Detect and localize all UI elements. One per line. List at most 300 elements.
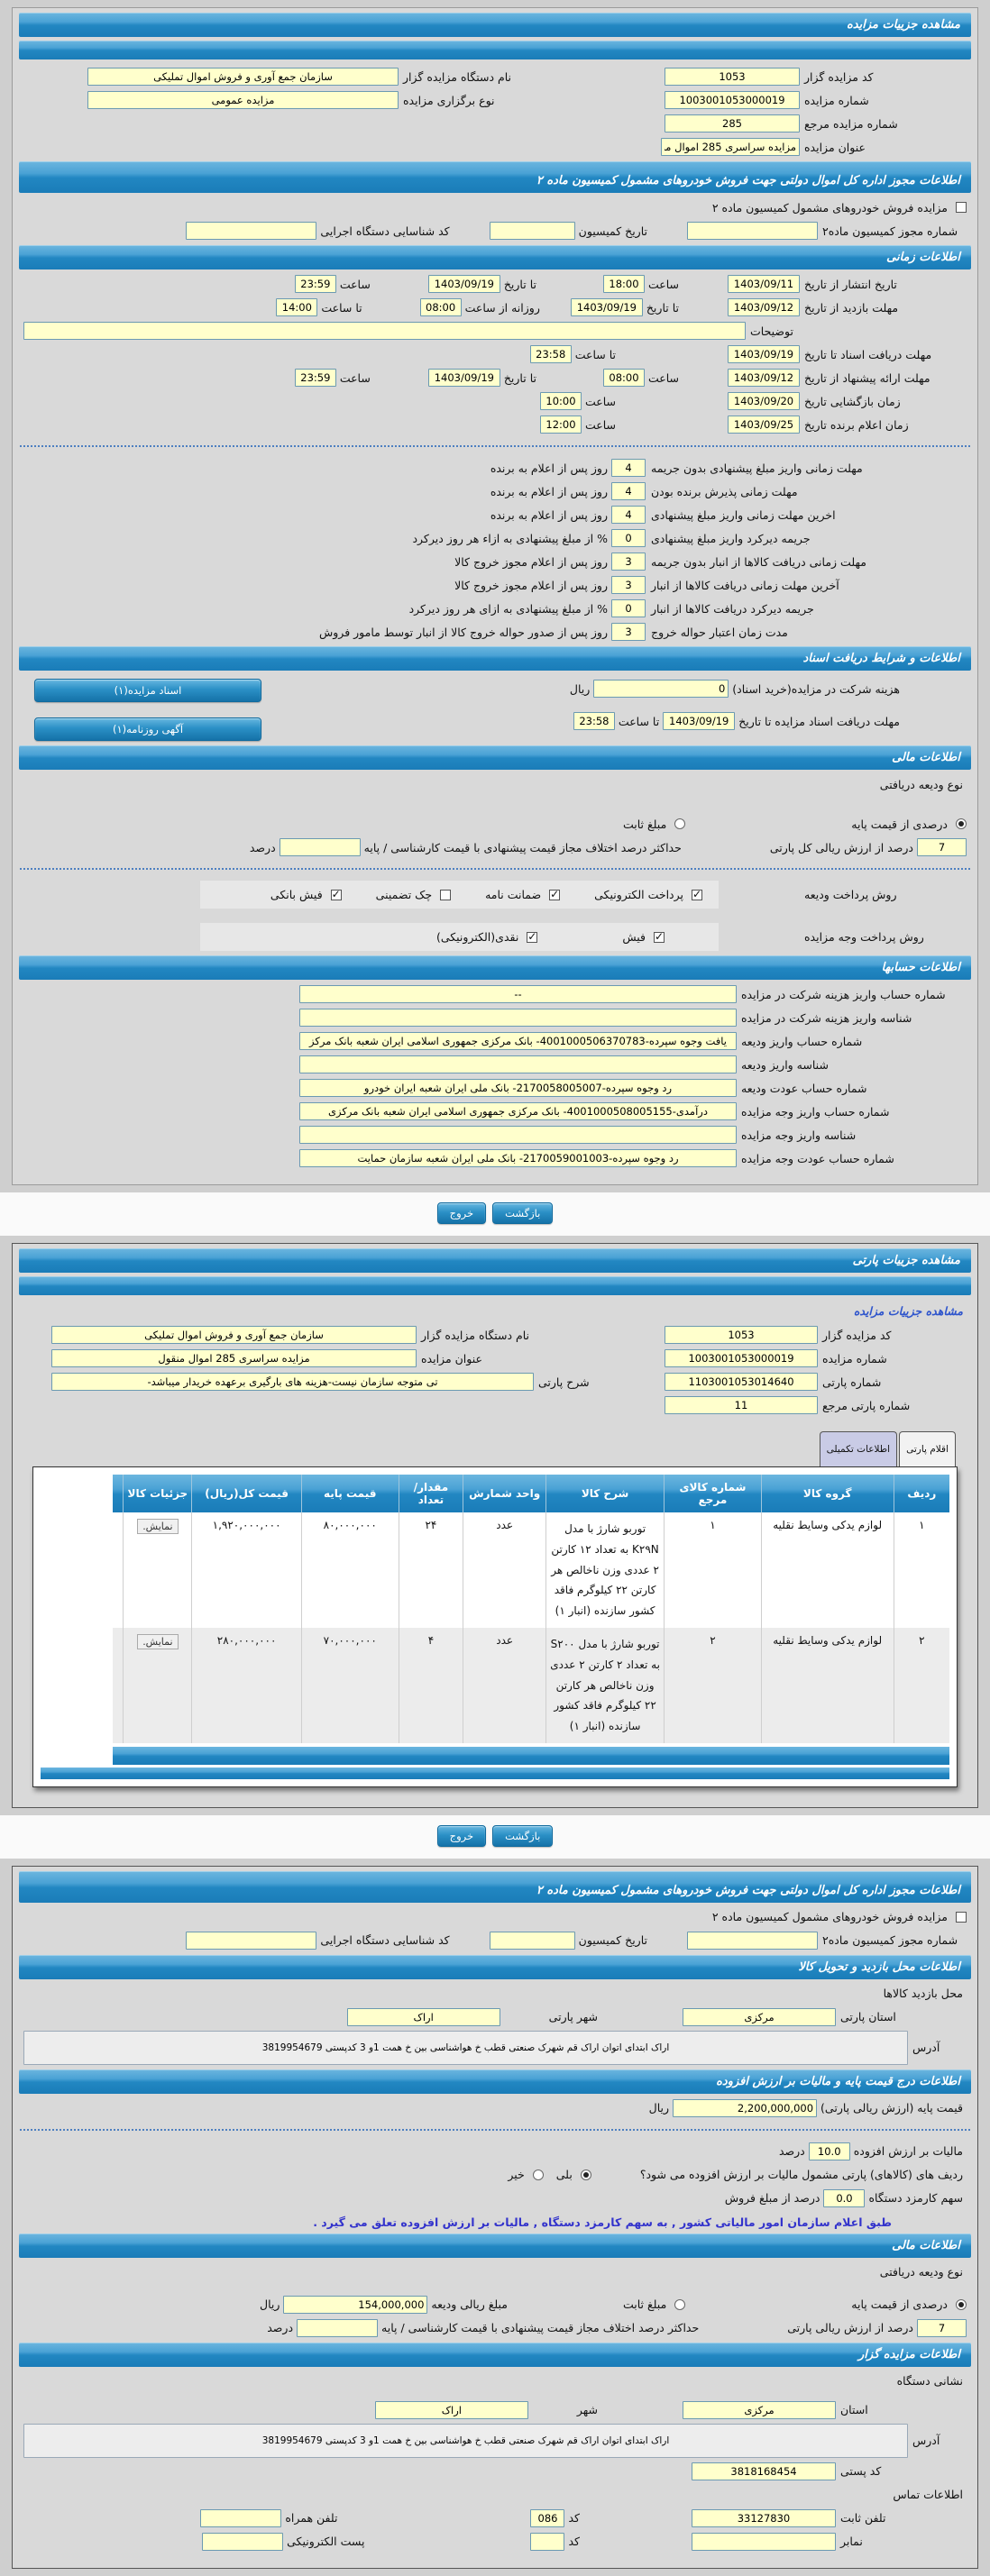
opening-label: زمان بازگشایی تاریخ xyxy=(804,394,901,408)
fixed-amount-radio[interactable] xyxy=(674,818,685,829)
show-details-link[interactable]: نمایش. xyxy=(137,1519,178,1534)
cell-unit: عدد xyxy=(463,1512,546,1628)
vat-field[interactable] xyxy=(809,2142,850,2160)
penalty-row xyxy=(23,481,967,501)
winner-time-field[interactable] xyxy=(540,416,582,434)
table-row xyxy=(113,1512,949,1628)
address-field[interactable] xyxy=(23,2031,908,2065)
parti-ref-label: شماره پارتی مرجع xyxy=(822,1398,911,1412)
auction-row-1 xyxy=(23,67,967,87)
penalty-label: مهلت زمانی واریز مبلغ پیشنهادی بدون جریمه xyxy=(651,461,863,475)
parti-ref-field[interactable] xyxy=(665,1396,818,1414)
penalty-value-field[interactable] xyxy=(611,576,646,594)
back-button[interactable]: بازگشت xyxy=(492,1202,553,1224)
parti-auction-number-label: شماره مزایده xyxy=(822,1351,887,1366)
auction-type-label: نوع برگزاری مزایده xyxy=(403,93,495,107)
section-header-base-price: اطلاعات درج قیمت پایه و مالیات بر ارزش افزوده xyxy=(19,2069,971,2094)
auction-type-field[interactable] xyxy=(87,91,399,109)
exec-id-label: کد شناسایی دستگاه اجرایی xyxy=(320,224,450,238)
account-field[interactable] xyxy=(299,1149,737,1167)
commission-date-field[interactable] xyxy=(490,222,575,240)
parti-row-1 xyxy=(23,1325,967,1345)
section-header-auctioneer-info: اطلاعات مزایده گزار xyxy=(19,2343,971,2367)
account-field[interactable] xyxy=(299,1102,737,1120)
deposit-type-label: نوع ودیعه دریافتی xyxy=(879,2265,963,2279)
permit2-checkbox-row xyxy=(23,1907,967,1927)
cell-details xyxy=(124,1512,192,1628)
col-count-unit: واحد شمارش xyxy=(463,1475,546,1512)
parti-row-3 xyxy=(23,1372,967,1392)
base-price-field[interactable] xyxy=(673,2099,817,2117)
publish-date-from-field[interactable] xyxy=(728,275,800,293)
deposit-amount-label: مبلغ ریالی ودیعه xyxy=(431,2297,508,2312)
dotted-divider xyxy=(20,2129,970,2131)
rial-label: ریال xyxy=(569,681,591,696)
docs-deadline2-time-field[interactable] xyxy=(573,712,615,730)
penalty-label: اخرین مهلت زمانی واریز مبلغ پیشنهادی xyxy=(651,507,836,522)
phone-code-label: کد xyxy=(568,2511,580,2526)
items-table-header-row xyxy=(113,1475,949,1512)
org-state-label: استان xyxy=(840,2403,868,2417)
account-field[interactable] xyxy=(299,985,737,1003)
visit-place-label: محل بازدید کالاها xyxy=(883,1987,963,2001)
org-state-city-row xyxy=(23,2400,967,2420)
visit-date-to-field[interactable] xyxy=(571,298,643,316)
penalty-value-field[interactable] xyxy=(611,529,646,547)
penalty-suffix: % از مبلغ پیشنهادی به ازای هر روز دیرکرد xyxy=(408,601,608,616)
docs-fee-label: هزینه شرکت در مزایده(خرید اسناد) xyxy=(732,681,900,696)
penalty-value-field[interactable] xyxy=(611,599,646,617)
account-label: شماره حساب واریز هزینه شرکت در مزایده xyxy=(741,987,946,1001)
section-header-timing: اطلاعات زمانی xyxy=(19,245,971,269)
opening-date-field[interactable] xyxy=(728,392,800,410)
parti-tabs xyxy=(13,1431,977,1466)
visit-until-hour-label: تا ساعت xyxy=(321,300,362,315)
auctioneer-code-label: کد مزایده گزار xyxy=(804,69,874,84)
penalty-row xyxy=(23,622,967,642)
penalty-label: مهلت زمانی دریافت کالاها از انبار بدون جریمه xyxy=(651,554,866,569)
article2-checkbox[interactable] xyxy=(956,1912,967,1923)
percent-of-base-radio[interactable] xyxy=(956,2299,967,2310)
deposit-type-label-row xyxy=(23,774,967,794)
vat-yes-radio[interactable] xyxy=(581,2170,591,2180)
section-header-permit: اطلاعات مجوز اداره کل اموال دولتی جهت فروش خودروهای مشمول کمیسیون ماده ۲ xyxy=(19,161,971,193)
account-field[interactable] xyxy=(299,1055,737,1073)
fax-field[interactable] xyxy=(692,2533,836,2551)
newspaper-ad-button[interactable]: آگهی روزنامه(۱) xyxy=(34,717,261,741)
slip-label: فیش xyxy=(622,930,646,944)
org-state-field[interactable] xyxy=(683,2401,836,2419)
parti-auction-title-label: عنوان مزایده xyxy=(421,1351,482,1366)
offer-time-from-field[interactable] xyxy=(603,369,645,387)
back-button[interactable]: بازگشت xyxy=(492,1825,553,1847)
vat-no-label: خیر xyxy=(508,2168,525,2182)
items-table xyxy=(113,1475,949,1743)
penalty-suffix: روز پس از صدور حواله خروج کالا از انبار توسط مامور فروش xyxy=(319,625,608,639)
col-goods-details: جزئیات کالا xyxy=(124,1475,192,1512)
fax-code-label: کد xyxy=(568,2535,580,2549)
vat-percent-row xyxy=(23,2142,967,2161)
visit-date-from-field[interactable] xyxy=(728,298,800,316)
phone-code-field[interactable] xyxy=(530,2509,564,2527)
offer-to-date-label: تا تاریخ xyxy=(503,370,536,385)
visit-daily-label: روزانه از ساعت xyxy=(464,300,540,315)
publish-date-row xyxy=(23,274,967,294)
docs-deadline2-label: مهلت دریافت اسناد مزایده تا تاریخ xyxy=(738,714,900,728)
location-state-city-row xyxy=(23,2007,967,2027)
mobile-field[interactable] xyxy=(200,2509,281,2527)
account-field[interactable] xyxy=(299,1126,737,1144)
docs-deadline2-hour-label: تا ساعت xyxy=(618,714,660,728)
commission-share-field[interactable] xyxy=(823,2189,865,2207)
deposit-payment-row xyxy=(23,881,967,909)
contact-header-label: اطلاعات تماس xyxy=(893,2488,963,2502)
article2-checkbox-label: مزایده فروش خودروهای مشمول کمیسیون ماده ۲ xyxy=(711,200,948,215)
section-header-auction-details: مشاهده جزییات مزایده xyxy=(19,13,971,37)
percent-label: درصد xyxy=(249,840,276,854)
deposit-type-radio-row-2 xyxy=(23,2295,967,2315)
publish-date-label: تاریخ انتشار از تاریخ xyxy=(804,277,897,291)
header-band xyxy=(19,1276,971,1295)
slip-checkbox[interactable] xyxy=(654,932,665,943)
account-label: شماره حساب عودت ودیعه xyxy=(741,1081,867,1095)
vat-label: مالیات بر ارزش افزوده xyxy=(853,2144,963,2159)
account-label: شماره حساب واریز وجه مزایده xyxy=(741,1104,890,1119)
auctioneer-code-field[interactable] xyxy=(665,68,800,86)
penalty-row xyxy=(23,598,967,618)
deposit-type-label: نوع ودیعه دریافتی xyxy=(879,777,963,791)
account-row xyxy=(23,1101,967,1121)
percent-of-base-label: درصدی از قیمت پایه xyxy=(851,2297,948,2312)
org-address-header-row xyxy=(23,2371,967,2391)
docs-fee-field[interactable] xyxy=(593,680,729,698)
parti-auction-number-field[interactable] xyxy=(665,1349,818,1367)
account-row xyxy=(23,1148,967,1168)
auction-payment-options xyxy=(200,923,719,951)
parti-state-label: استان پارتی xyxy=(840,2010,896,2024)
base-price-label: قیمت پایه (ارزش ریالی پارتی) xyxy=(820,2101,963,2115)
account-label: شناسه واریز ودیعه xyxy=(741,1057,829,1072)
account-row xyxy=(23,1008,967,1028)
cell-goods-group: لوازم یدکی وسایط نقلیه xyxy=(761,1628,894,1743)
exit-button[interactable]: خروج xyxy=(437,1202,486,1224)
commission-date-field[interactable] xyxy=(490,1932,575,1950)
permit-number-label: شماره مجوز کمیسیون ماده۲ xyxy=(822,224,958,238)
account-field[interactable] xyxy=(299,1009,737,1027)
rial-label: ریال xyxy=(648,2101,670,2115)
cell-total-price: ۱,۹۲۰,۰۰۰,۰۰۰ xyxy=(192,1512,302,1628)
account-field[interactable] xyxy=(299,1032,737,1050)
exec-id-field[interactable] xyxy=(186,1932,316,1950)
parti-details-panel xyxy=(12,1243,978,1808)
parti-city-field[interactable] xyxy=(347,2008,500,2026)
article2-checkbox-label: مزایده فروش خودروهای مشمول کمیسیون ماده ۲ xyxy=(711,1910,948,1924)
col-goods-group: گروه کالا xyxy=(761,1475,894,1512)
org-city-label: شهر xyxy=(576,2403,598,2417)
location-address-row xyxy=(23,2031,967,2065)
penalty-value-field[interactable] xyxy=(611,553,646,571)
table-pagination-bar[interactable] xyxy=(113,1747,949,1765)
account-label: شماره حساب عودت وجه مزایده xyxy=(741,1151,894,1165)
penalty-label: جریمه دیرکرد واریز مبلغ پیشنهادی xyxy=(651,531,811,545)
deposit-percent-field[interactable] xyxy=(917,838,967,856)
cell-quantity: ۲۴ xyxy=(399,1512,463,1628)
cell-ref-number: ۱ xyxy=(665,1512,761,1628)
auction-row-3 xyxy=(23,114,967,133)
org-address-field[interactable] xyxy=(23,2424,908,2458)
auction-number-label: شماره مزایده xyxy=(804,93,869,107)
penalty-row xyxy=(23,575,967,595)
cash-electronic-label: نقدی(الکترونیکی) xyxy=(435,930,519,944)
penalty-value-field[interactable] xyxy=(611,623,646,641)
section-header-location: اطلاعات محل بازدید و تحویل کالا xyxy=(19,1955,971,1979)
bank-slip-checkbox[interactable] xyxy=(331,890,342,900)
cell-details xyxy=(124,1628,192,1743)
table-footer-bar xyxy=(41,1768,949,1779)
vat-question-label: ردیف های (کالاهای) پارتی مشمول مالیات بر ارزش افزوده می شود؟ xyxy=(639,2168,963,2182)
fixed-amount-radio[interactable] xyxy=(674,2299,685,2310)
visit-place-row xyxy=(23,1984,967,2004)
exec-id-field[interactable] xyxy=(186,222,316,240)
tax-notice-text: طبق اعلام سازمان امور مالیاتی کشور , به سهم کارمزد دستگاه , مالیات بر ارزش افزوده تعلق می گیرد . xyxy=(313,2215,892,2229)
commission-date-label: تاریخ کمیسیون xyxy=(578,224,647,238)
secured-check-checkbox[interactable] xyxy=(440,890,451,900)
commission-share-row xyxy=(23,2188,967,2208)
offer-time-to-field[interactable] xyxy=(295,369,336,387)
notes-field[interactable] xyxy=(23,322,746,340)
secured-check-label: چک تضمینی xyxy=(375,888,433,901)
max-diff-label: حداکثر درصد اختلاف مجاز قیمت پیشنهادی با قیمت کارشناسی / پایه xyxy=(363,840,682,854)
deposit-payment-options xyxy=(200,881,719,909)
phone-field[interactable] xyxy=(692,2509,836,2527)
docs-section xyxy=(13,675,977,741)
publish-date-to-field[interactable] xyxy=(428,275,500,293)
parti-desc-field[interactable] xyxy=(51,1373,534,1391)
contact-phone-row xyxy=(23,2508,967,2528)
account-row xyxy=(23,1055,967,1074)
cell-total-price: ۲۸۰,۰۰۰,۰۰۰ xyxy=(192,1628,302,1743)
auction-details-panel xyxy=(12,7,978,1185)
parti-auction-title-field[interactable] xyxy=(51,1349,417,1367)
phone-label: تلفن ثابت xyxy=(840,2511,886,2526)
publish-time-to-field[interactable] xyxy=(295,275,336,293)
org-postal-row xyxy=(23,2462,967,2481)
fax-label: نمابر xyxy=(840,2535,863,2549)
bank-slip-label: فیش بانکی xyxy=(270,888,323,901)
parti-extra-panel xyxy=(12,1866,978,2569)
account-row xyxy=(23,1125,967,1145)
base-price-row xyxy=(23,2098,967,2118)
deposit-percent-row xyxy=(23,837,967,857)
commission-share-suffix: درصد از مبلغ فروش xyxy=(724,2191,820,2206)
penalty-value-field[interactable] xyxy=(611,459,646,477)
section-header-accounts: اطلاعات حسابها xyxy=(19,955,971,980)
penalty-label: جریمه دیرکرد دریافت کالاها از انبار xyxy=(651,601,814,616)
permit-number-field[interactable] xyxy=(687,222,818,240)
org-address-header-label: نشانی دستگاه xyxy=(896,2374,963,2389)
postal-code-field[interactable] xyxy=(692,2462,836,2480)
winner-row xyxy=(23,415,967,434)
penalty-suffix: روز پس از اعلام به برنده xyxy=(490,507,608,522)
offer-row xyxy=(23,368,967,388)
auction-row-2 xyxy=(23,90,967,110)
tab-additional-info[interactable]: اطلاعات تکمیلی xyxy=(820,1431,897,1466)
fax-code-field[interactable] xyxy=(530,2533,564,2551)
account-label: شناسه واریز هزینه شرکت در مزایده xyxy=(741,1010,912,1025)
deposit-percent-row-2 xyxy=(23,2318,967,2338)
offer-hour-label: ساعت xyxy=(647,370,679,385)
auction-row-4 xyxy=(23,137,967,157)
contact-fax-row xyxy=(23,2532,967,2552)
cell-base-price: ۷۰,۰۰۰,۰۰۰ xyxy=(301,1628,399,1743)
parti-org-label: نام دستگاه مزایده گزار xyxy=(421,1328,530,1342)
penalty-suffix: % از مبلغ پیشنهادی به ازاء هر روز دیرکرد xyxy=(412,531,608,545)
penalty-value-field[interactable] xyxy=(611,506,646,524)
offer-date-from-field[interactable] xyxy=(728,369,800,387)
docs-fee-row xyxy=(294,679,967,699)
deposit-percent-label: درصد از ارزش ریالی کل پارتی xyxy=(769,840,913,854)
parti-row-2 xyxy=(23,1348,967,1368)
parti-desc-label: شرح پارتی xyxy=(538,1375,590,1389)
account-row xyxy=(23,1078,967,1098)
auction-payment-row xyxy=(23,923,967,951)
penalty-row xyxy=(23,528,967,548)
account-row xyxy=(23,1031,967,1051)
publish-to-date-label: تا تاریخ xyxy=(503,277,536,291)
section-header-financial-2: اطلاعات مالی xyxy=(19,2233,971,2258)
dotted-divider xyxy=(20,445,970,447)
article2-checkbox[interactable] xyxy=(956,202,967,213)
auction-docs-button[interactable]: اسناد مزایده(۱) xyxy=(34,679,261,702)
section-header-docs: اطلاعات و شرایط دریافت اسناد xyxy=(19,646,971,671)
col-goods-description: شرح کالا xyxy=(545,1475,664,1512)
auction-ref-label: شماره مزایده مرجع xyxy=(804,116,898,131)
parti-state-field[interactable] xyxy=(683,2008,836,2026)
mobile-label: تلفن همراه xyxy=(285,2511,338,2526)
parti-number-label: شماره پارتی xyxy=(822,1375,882,1389)
penalty-suffix: روز پس از اعلام مجوز خروج کالا xyxy=(454,578,608,592)
commission-date-label: تاریخ کمیسیون xyxy=(578,1933,647,1948)
permit-fields-row xyxy=(23,221,967,241)
contact-header-row xyxy=(23,2485,967,2505)
parti-auctioneer-code-label: کد مزایده گزار xyxy=(822,1328,892,1342)
cell-description: توربو شارژ با مدل K۲۹N به تعداد ۱۲ کارتن ۲ عددی وزن ناخالص هر کارتن ۲۲ کیلوگرم فاقد کشور سازنده (انبار ۱) xyxy=(545,1512,664,1628)
offer-date-to-field[interactable] xyxy=(428,369,500,387)
parti-org-field[interactable] xyxy=(51,1326,417,1344)
penalty-label: آخرین مهلت زمانی دریافت کالاها از انبار xyxy=(651,578,839,592)
cash-electronic-checkbox[interactable] xyxy=(527,932,537,943)
publish-time-from-field[interactable] xyxy=(603,275,645,293)
winner-label: زمان اعلام برنده تاریخ xyxy=(804,417,909,432)
guarantee-checkbox[interactable] xyxy=(549,890,560,900)
penalty-value-field[interactable] xyxy=(611,482,646,500)
visit-time-from-field[interactable] xyxy=(420,298,462,316)
deposit-amount-field[interactable] xyxy=(283,2296,427,2314)
show-details-link[interactable]: نمایش. xyxy=(137,1634,178,1649)
publish-hour2-label: ساعت xyxy=(339,277,371,291)
winner-date-field[interactable] xyxy=(728,416,800,434)
penalty-suffix: روز پس از اعلام به برنده xyxy=(490,484,608,498)
vat-no-radio[interactable] xyxy=(533,2170,544,2180)
postal-code-label: کد پستی xyxy=(840,2464,882,2479)
col-quantity: مقدار/ تعداد xyxy=(399,1475,463,1512)
cell-row-number: ۲ xyxy=(894,1628,949,1743)
account-field[interactable] xyxy=(299,1079,737,1097)
email-label: پست الکترونیکی xyxy=(287,2535,365,2549)
deposit-type-radio-row xyxy=(23,814,967,834)
exit-button[interactable]: خروج xyxy=(437,1825,486,1847)
docs-deadline2-date-field[interactable] xyxy=(663,712,735,730)
permit-number-field[interactable] xyxy=(687,1932,818,1950)
docs-deadline-row xyxy=(23,344,967,364)
address-label: آدرس xyxy=(912,2041,940,2055)
col-stub xyxy=(113,1475,124,1512)
col-row-number: ردیف xyxy=(894,1475,949,1512)
epay-checkbox[interactable] xyxy=(692,890,702,900)
button-strip xyxy=(0,1192,990,1236)
parti-row-4 xyxy=(23,1395,967,1415)
header-band xyxy=(19,41,971,59)
auction-title-field[interactable] xyxy=(661,138,800,156)
email-field[interactable] xyxy=(202,2533,283,2551)
max-diff-field[interactable] xyxy=(297,2319,378,2337)
cell-ref-number: ۲ xyxy=(665,1628,761,1743)
opening-time-field[interactable] xyxy=(540,392,582,410)
winner-hour-label: ساعت xyxy=(584,417,616,432)
org-name-field[interactable] xyxy=(87,68,399,86)
permit2-fields-row xyxy=(23,1931,967,1950)
org-city-field[interactable] xyxy=(375,2401,528,2419)
parti-auctioneer-code-field[interactable] xyxy=(665,1326,818,1344)
guarantee-label: ضمانت نامه xyxy=(485,888,542,901)
docs-deadline-date-field[interactable] xyxy=(728,345,800,363)
col-base-price: قیمت پایه xyxy=(301,1475,399,1512)
fixed-amount-label: مبلغ ثابت xyxy=(623,817,667,831)
cell-base-price: ۸۰,۰۰۰,۰۰۰ xyxy=(301,1512,399,1628)
penalty-suffix: روز پس از اعلام به برنده xyxy=(490,461,608,475)
tab-parti-items[interactable]: اقلام پارتی xyxy=(899,1431,956,1466)
deposit-percent-label: درصد از ارزش ریالی پارتی xyxy=(787,2321,913,2335)
auction-ref-field[interactable] xyxy=(665,114,800,132)
cell-goods-group: لوازم یدکی وسایط نقلیه xyxy=(761,1512,894,1628)
auction-number-field[interactable] xyxy=(665,91,800,109)
docs-deadline-hour-label: تا ساعت xyxy=(574,347,616,361)
penalty-label: مهلت زمانی پذیرش برنده بودن xyxy=(651,484,798,498)
auction-title-label: عنوان مزایده xyxy=(804,140,866,154)
auction-payment-label: روش پرداخت وجه مزایده xyxy=(804,930,924,944)
percent-label: درصد xyxy=(778,2144,805,2159)
max-diff-label: حداکثر درصد اختلاف مجاز قیمت پیشنهادی با قیمت کارشناسی / پایه xyxy=(381,2321,700,2335)
visit-row xyxy=(23,297,967,317)
penalty-suffix: روز پس از اعلام مجوز خروج کالا xyxy=(454,554,608,569)
notes-label: توضیحات xyxy=(750,324,793,338)
rial-label: ریال xyxy=(260,2297,280,2312)
max-diff-field[interactable] xyxy=(280,838,361,856)
visit-time-to-field[interactable] xyxy=(276,298,317,316)
percent-of-base-radio[interactable] xyxy=(956,818,967,829)
docs-deadline2-row xyxy=(294,711,967,731)
penalty-row xyxy=(23,552,967,571)
notes-row xyxy=(23,321,967,341)
section-header-financial-1: اطلاعات مالی xyxy=(19,745,971,770)
section-header-parti: مشاهده جزییات پارتی xyxy=(19,1248,971,1273)
commission-share-label: سهم کارمزد دستگاه xyxy=(868,2191,963,2206)
parti-number-field[interactable] xyxy=(665,1373,818,1391)
docs-deadline-time-field[interactable] xyxy=(530,345,572,363)
button-strip xyxy=(0,1815,990,1859)
deposit-percent-field[interactable] xyxy=(917,2319,967,2337)
opening-hour-label: ساعت xyxy=(584,394,616,408)
